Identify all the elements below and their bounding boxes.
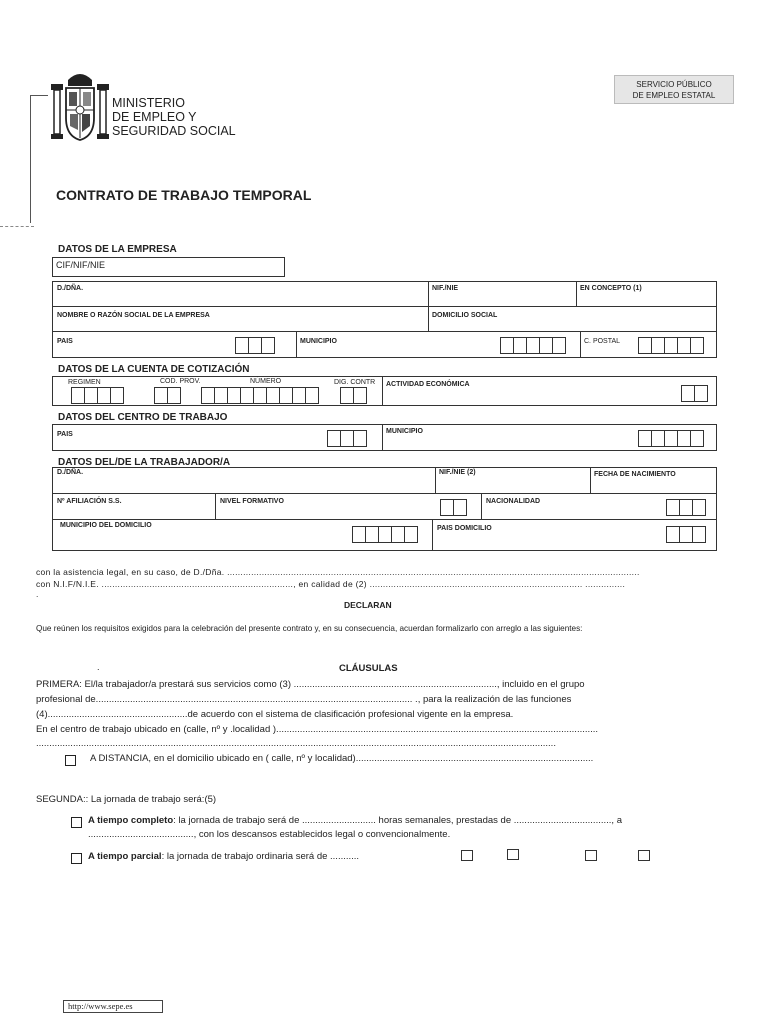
- trabajador-municipio-cells[interactable]: [353, 526, 418, 543]
- col-divider: [296, 331, 297, 358]
- section-empresa: DATOS DE LA EMPRESA: [58, 244, 177, 255]
- tiempo-parcial-line: [88, 851, 359, 862]
- cuenta-regimen-label: REGIMEN: [68, 379, 101, 386]
- cuenta-actividad-label: ACTIVIDAD ECONÓMICA: [386, 381, 470, 388]
- row-divider: [52, 519, 717, 520]
- segunda-line: SEGUNDA:: La jornada de trabajo será:(5): [36, 794, 217, 805]
- col-divider: [432, 519, 433, 551]
- document-title: CONTRATO DE TRABAJO TEMPORAL: [56, 187, 312, 203]
- centro-pais-label: PAIS: [57, 431, 73, 438]
- trabajador-afiliacion-label: Nº AFILIACIÓN S.S.: [57, 498, 122, 505]
- trabajador-pais-cells[interactable]: [667, 526, 706, 543]
- parcial-option-checkbox[interactable]: [585, 850, 597, 861]
- col-divider: [580, 331, 581, 358]
- empresa-pais-cells[interactable]: [236, 337, 275, 354]
- col-divider: [382, 424, 383, 451]
- trabajador-fecha-label: FECHA DE NACIMIENTO: [594, 471, 676, 478]
- empresa-dona-label: D./DÑA.: [57, 285, 84, 292]
- trabajador-nivel-label: NIVEL FORMATIVO: [220, 498, 284, 505]
- tiempo-completo-label: A tiempo completo: [88, 815, 174, 826]
- parcial-option-checkbox[interactable]: [507, 849, 519, 860]
- declaran-heading: DECLARAN: [344, 600, 392, 610]
- col-divider: [590, 467, 591, 493]
- clausulas-dot: .: [97, 662, 100, 672]
- primera-line3: (4).....................................................de acuerdo con el sistema de clasificación profesional vigente en la empresa.: [36, 709, 514, 720]
- cif-label: CIF/NIF/NIE: [56, 260, 105, 270]
- tiempo-completo-line: [88, 815, 622, 826]
- col-divider: [382, 376, 383, 406]
- section-cuenta: DATOS DE LA CUENTA DE COTIZACIÓN: [58, 364, 250, 375]
- col-divider: [435, 467, 436, 493]
- tiempo-parcial-label: A tiempo parcial: [88, 851, 162, 862]
- primera-line4: En el centro de trabajo ubicado en (calle, nº y .localidad )..........................................................................................................................: [36, 724, 599, 735]
- trabajador-nacionalidad-label: NACIONALIDAD: [486, 498, 541, 505]
- cuenta-digcontr-cells[interactable]: [341, 387, 367, 404]
- cuenta-numero-label: NÚMERO: [250, 378, 282, 385]
- dot-mark: .: [36, 589, 39, 599]
- sepe-line2: DE EMPLEO ESTATAL: [632, 91, 716, 100]
- primera-line5: .....................................................................................................................................................................................................: [36, 738, 556, 749]
- empresa-razon-label: NOMBRE O RAZÓN SOCIAL DE LA EMPRESA: [57, 312, 210, 319]
- empresa-domicilio-label: DOMICILIO SOCIAL: [432, 312, 498, 319]
- col-divider: [576, 281, 577, 306]
- reunen-line: Que reúnen los requisitos exigidos para la celebración del presente contrato y, en su consecuencia, acuerdan formalizarlo con arreglo a las siguientes:: [36, 624, 583, 633]
- left-margin-tick: [30, 95, 48, 96]
- cuenta-regimen-cells[interactable]: [72, 387, 124, 404]
- footer-url[interactable]: http://www.sepe.es: [68, 1001, 133, 1011]
- sepe-badge: [614, 75, 734, 104]
- empresa-concepto-label: EN CONCEPTO (1): [580, 285, 642, 292]
- cuenta-codprov-label: COD. PROV.: [160, 378, 201, 385]
- centro-municipio-cells[interactable]: [639, 430, 704, 447]
- empresa-nif-label: NIF./NIE: [432, 285, 459, 292]
- empresa-municipio-label: MUNICIPIO: [300, 338, 337, 345]
- centro-pais-cells[interactable]: [328, 430, 367, 447]
- centro-municipio-label: MUNICIPIO: [386, 428, 423, 435]
- clausulas-heading: CLÁUSULAS: [339, 663, 398, 674]
- primera-line1: PRIMERA: El/la trabajador/a prestará sus servicios como (3) ............................................................................., incluido en el grupo: [36, 679, 585, 690]
- section-trabajador: DATOS DEL/DE LA TRABAJADOR/A: [58, 457, 231, 468]
- left-margin-dash: [0, 226, 34, 227]
- ministry-line1: MINISTERIO: [112, 96, 185, 110]
- trabajador-nivel-cells[interactable]: [441, 499, 467, 516]
- ministry-name: [112, 96, 236, 138]
- section-centro: DATOS DEL CENTRO DE TRABAJO: [58, 412, 228, 423]
- parcial-option-checkbox[interactable]: [461, 850, 473, 861]
- left-margin-line: [30, 95, 31, 223]
- parcial-option-checkbox[interactable]: [638, 850, 650, 861]
- trabajador-municipio-label: MUNICIPIO DEL DOMICILIO: [60, 522, 152, 529]
- row-divider: [52, 493, 717, 494]
- col-divider: [428, 281, 429, 331]
- row-divider: [52, 331, 717, 332]
- tiempo-completo-line2: ........................................, con los descansos establecidos legal o convencionalmente.: [88, 829, 451, 840]
- row-divider: [52, 306, 717, 307]
- ministry-line2: DE EMPLEO Y: [112, 110, 197, 124]
- sepe-line1: SERVICIO PÚBLICO: [636, 80, 712, 89]
- tiempo-parcial-checkbox[interactable]: [71, 853, 82, 864]
- trabajador-pais-label: PAIS DOMICILIO: [437, 525, 492, 532]
- empresa-cpostal-label: C. POSTAL: [584, 338, 621, 345]
- cuenta-table: [52, 376, 717, 406]
- col-divider: [215, 493, 216, 519]
- trabajador-nif-label: NIF./NIE (2): [439, 469, 476, 476]
- distancia-checkbox[interactable]: [65, 755, 76, 766]
- cuenta-codprov-cells[interactable]: [155, 387, 181, 404]
- cuenta-digcontr-label: DIG. CONTR: [334, 379, 376, 386]
- cuenta-actividad-cells[interactable]: [682, 385, 708, 402]
- primera-line2: profesional de........................................................................................................................ ., para la realización de las funciones: [36, 694, 572, 705]
- tiempo-completo-text: : la jornada de trabajo será de ............................ horas semanales, prestadas de ....................................., a: [173, 815, 622, 826]
- distancia-line: A DISTANCIA, en el domicilio ubicado en ( calle, nº y localidad)..........................................................................................: [90, 753, 594, 764]
- asistencia-line: con la asistencia legal, en su caso, de D./Dña. ...........................................................................................................................................................: [36, 567, 640, 577]
- tiempo-completo-checkbox[interactable]: [71, 817, 82, 828]
- ministry-line3: SEGURIDAD SOCIAL: [112, 124, 236, 138]
- nif-calidad-line: con N.I.F/N.I.E. ........................................................................, en calidad de (2) ................................................................................ ...............: [36, 579, 626, 589]
- empresa-cpostal-cells[interactable]: [639, 337, 704, 354]
- spanish-coat-of-arms-icon: [48, 70, 112, 146]
- trabajador-dona-label: D./DÑA.: [57, 469, 84, 476]
- trabajador-nacionalidad-cells[interactable]: [667, 499, 706, 516]
- empresa-table: [52, 281, 717, 358]
- tiempo-parcial-text: : la jornada de trabajo ordinaria será de ...........: [161, 851, 360, 862]
- centro-table: [52, 424, 717, 451]
- empresa-pais-label: PAIS: [57, 338, 73, 345]
- col-divider: [481, 493, 482, 519]
- empresa-municipio-cells[interactable]: [501, 337, 566, 354]
- cuenta-numero-cells[interactable]: [202, 387, 319, 404]
